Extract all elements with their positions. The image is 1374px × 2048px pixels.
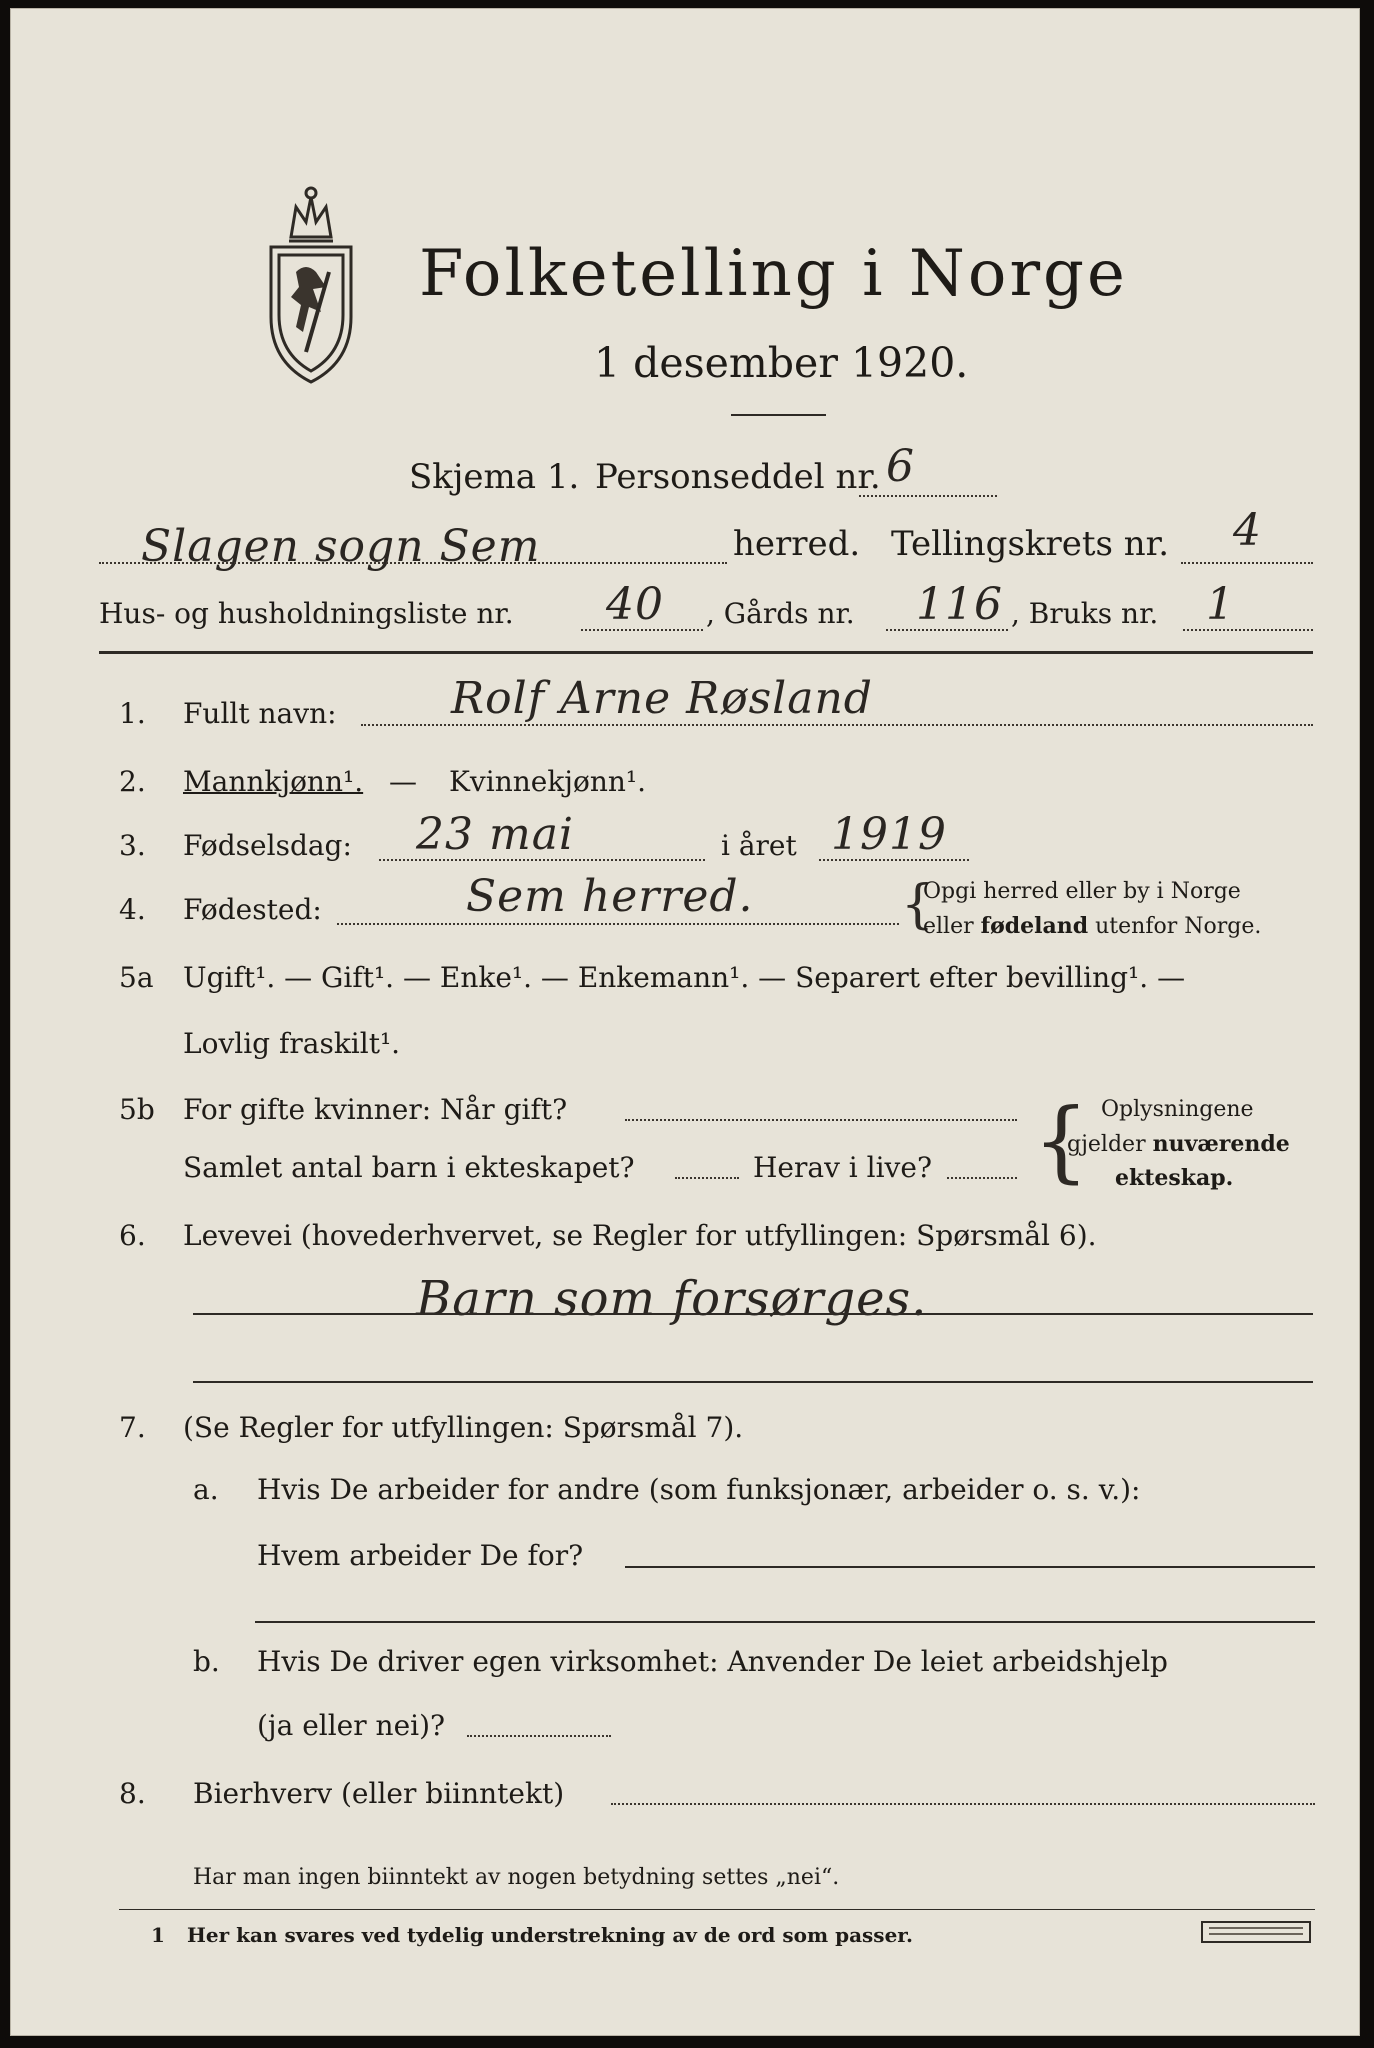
- occupation-line-1: [193, 1313, 1313, 1315]
- side-income-line[interactable]: [611, 1803, 1315, 1805]
- q5b-number: 5b: [119, 1093, 155, 1126]
- birthplace-note-line1: Opgi herred eller by i Norge: [923, 879, 1241, 904]
- bruks-line: [1183, 629, 1313, 631]
- marital-status-options[interactable]: Ugift¹. — Gift¹. — Enke¹. — Enkemann¹. — Separert efter bevilling¹. —: [183, 961, 1186, 994]
- title-divider: [731, 414, 826, 416]
- census-date: 1 desember 1920.: [594, 339, 969, 387]
- herred-line: [99, 562, 727, 564]
- form-title: Folketelling i Norge: [419, 237, 1128, 311]
- marriage-note-line1: Oplysningene: [1101, 1097, 1254, 1122]
- hus-label: Hus- og husholdningsliste nr.: [99, 597, 514, 630]
- personseddel-line: [859, 495, 997, 497]
- tellingskrets-label: Tellingskrets nr.: [891, 524, 1170, 564]
- q4-label: Fødested:: [183, 893, 322, 926]
- q7a-line1: Hvis De arbeider for andre (som funksjonær, arbeider o. s. v.):: [257, 1473, 1141, 1506]
- q4-number: 4.: [119, 893, 146, 926]
- q7-label: (Se Regler for utfyllingen: Spørsmål 7).: [183, 1411, 744, 1444]
- q5a-number: 5a: [119, 961, 154, 994]
- q7b-line1: Hvis De driver egen virksomhet: Anvender De leiet arbeidshjelp: [257, 1645, 1168, 1678]
- gards-label: , Gårds nr.: [706, 597, 855, 630]
- married-when-line: [625, 1119, 1017, 1121]
- q6-number: 6.: [119, 1219, 146, 1252]
- herred-label: herred.: [733, 524, 861, 564]
- bruks-value[interactable]: 1: [1206, 579, 1235, 630]
- q3-number: 3.: [119, 829, 146, 862]
- birth-year-value[interactable]: 1919: [831, 809, 947, 860]
- q7b-letter: b.: [193, 1645, 220, 1678]
- side-income-note: Har man ingen biinntekt av nogen betydning settes „nei“.: [193, 1865, 840, 1890]
- tellingskrets-value[interactable]: 4: [1233, 505, 1262, 556]
- birthplace-note-brace: {: [901, 875, 935, 935]
- marriage-note-brace: {: [1033, 1089, 1089, 1192]
- children-total-label: Samlet antal barn i ekteskapet?: [183, 1151, 635, 1184]
- full-name-value[interactable]: Rolf Arne Røsland: [451, 673, 873, 724]
- coat-of-arms-icon: [251, 177, 371, 392]
- census-form: [10, 8, 1360, 2036]
- children-total-line: [675, 1177, 739, 1179]
- gards-value[interactable]: 116: [916, 579, 1003, 630]
- q8-number: 8.: [119, 1777, 146, 1810]
- marriage-note-line3: ekteskap.: [1115, 1165, 1234, 1191]
- herred-value[interactable]: Slagen sogn Sem: [141, 521, 541, 572]
- gards-line: [886, 629, 1008, 631]
- occupation-value[interactable]: Barn som forsørges.: [416, 1271, 928, 1327]
- bruks-label: , Bruks nr.: [1011, 597, 1159, 630]
- q7-number: 7.: [119, 1411, 146, 1444]
- occupation-label: Levevei (hovederhvervet, se Regler for utfyllingen: Spørsmål 6).: [183, 1219, 1097, 1252]
- employer-line-2[interactable]: [255, 1621, 1315, 1623]
- gender-female[interactable]: Kvinnekjønn¹.: [449, 765, 647, 798]
- personseddel-label: Personseddel nr.: [595, 457, 881, 497]
- q1-label: Fullt navn:: [183, 697, 337, 730]
- q3-label: Fødselsdag:: [183, 829, 352, 862]
- footer-rule: [119, 1909, 1315, 1910]
- birthplace-line: [337, 923, 899, 925]
- q1-number: 1.: [119, 697, 146, 730]
- schema-label: Skjema 1.: [409, 457, 580, 497]
- occupation-line-2: [193, 1381, 1313, 1383]
- q2-number: 2.: [119, 765, 146, 798]
- gender-male[interactable]: Mannkjønn¹.: [183, 765, 364, 798]
- children-alive-line: [947, 1177, 1017, 1179]
- side-income-label: Bierhverv (eller biinntekt): [193, 1777, 565, 1810]
- birthplace-value[interactable]: Sem herred.: [466, 871, 754, 922]
- gender-dash: —: [389, 765, 417, 798]
- children-alive-label: Herav i live?: [753, 1151, 932, 1184]
- q7a-letter: a.: [193, 1473, 219, 1506]
- married-when-label: For gifte kvinner: Når gift?: [183, 1093, 568, 1126]
- year-label: i året: [721, 829, 797, 862]
- marriage-note-line2: gjelder nuværende: [1067, 1131, 1290, 1157]
- birthday-line: [379, 859, 705, 861]
- header-rule: [99, 651, 1313, 654]
- tellingskrets-line: [1181, 562, 1313, 564]
- personseddel-value[interactable]: 6: [886, 441, 915, 492]
- full-name-line: [361, 724, 1313, 726]
- marital-status-divorced[interactable]: Lovlig fraskilt¹.: [183, 1027, 401, 1060]
- footnote-mark: 1: [151, 1923, 165, 1947]
- footnote-text: Her kan svares ved tydelig understrekning av de ord som passer.: [187, 1923, 913, 1947]
- hus-value[interactable]: 40: [606, 579, 664, 630]
- printer-stamp: [1201, 1921, 1311, 1943]
- employer-label: Hvem arbeider De for?: [257, 1539, 584, 1572]
- birthday-value[interactable]: 23 mai: [416, 809, 575, 860]
- employer-line-1[interactable]: [625, 1566, 1315, 1568]
- birthplace-note-line2: eller fødeland utenfor Norge.: [923, 913, 1262, 939]
- hus-line: [581, 629, 703, 631]
- hired-help-line[interactable]: [467, 1735, 611, 1737]
- birth-year-line: [819, 859, 969, 861]
- hired-help-label: (ja eller nei)?: [257, 1709, 446, 1742]
